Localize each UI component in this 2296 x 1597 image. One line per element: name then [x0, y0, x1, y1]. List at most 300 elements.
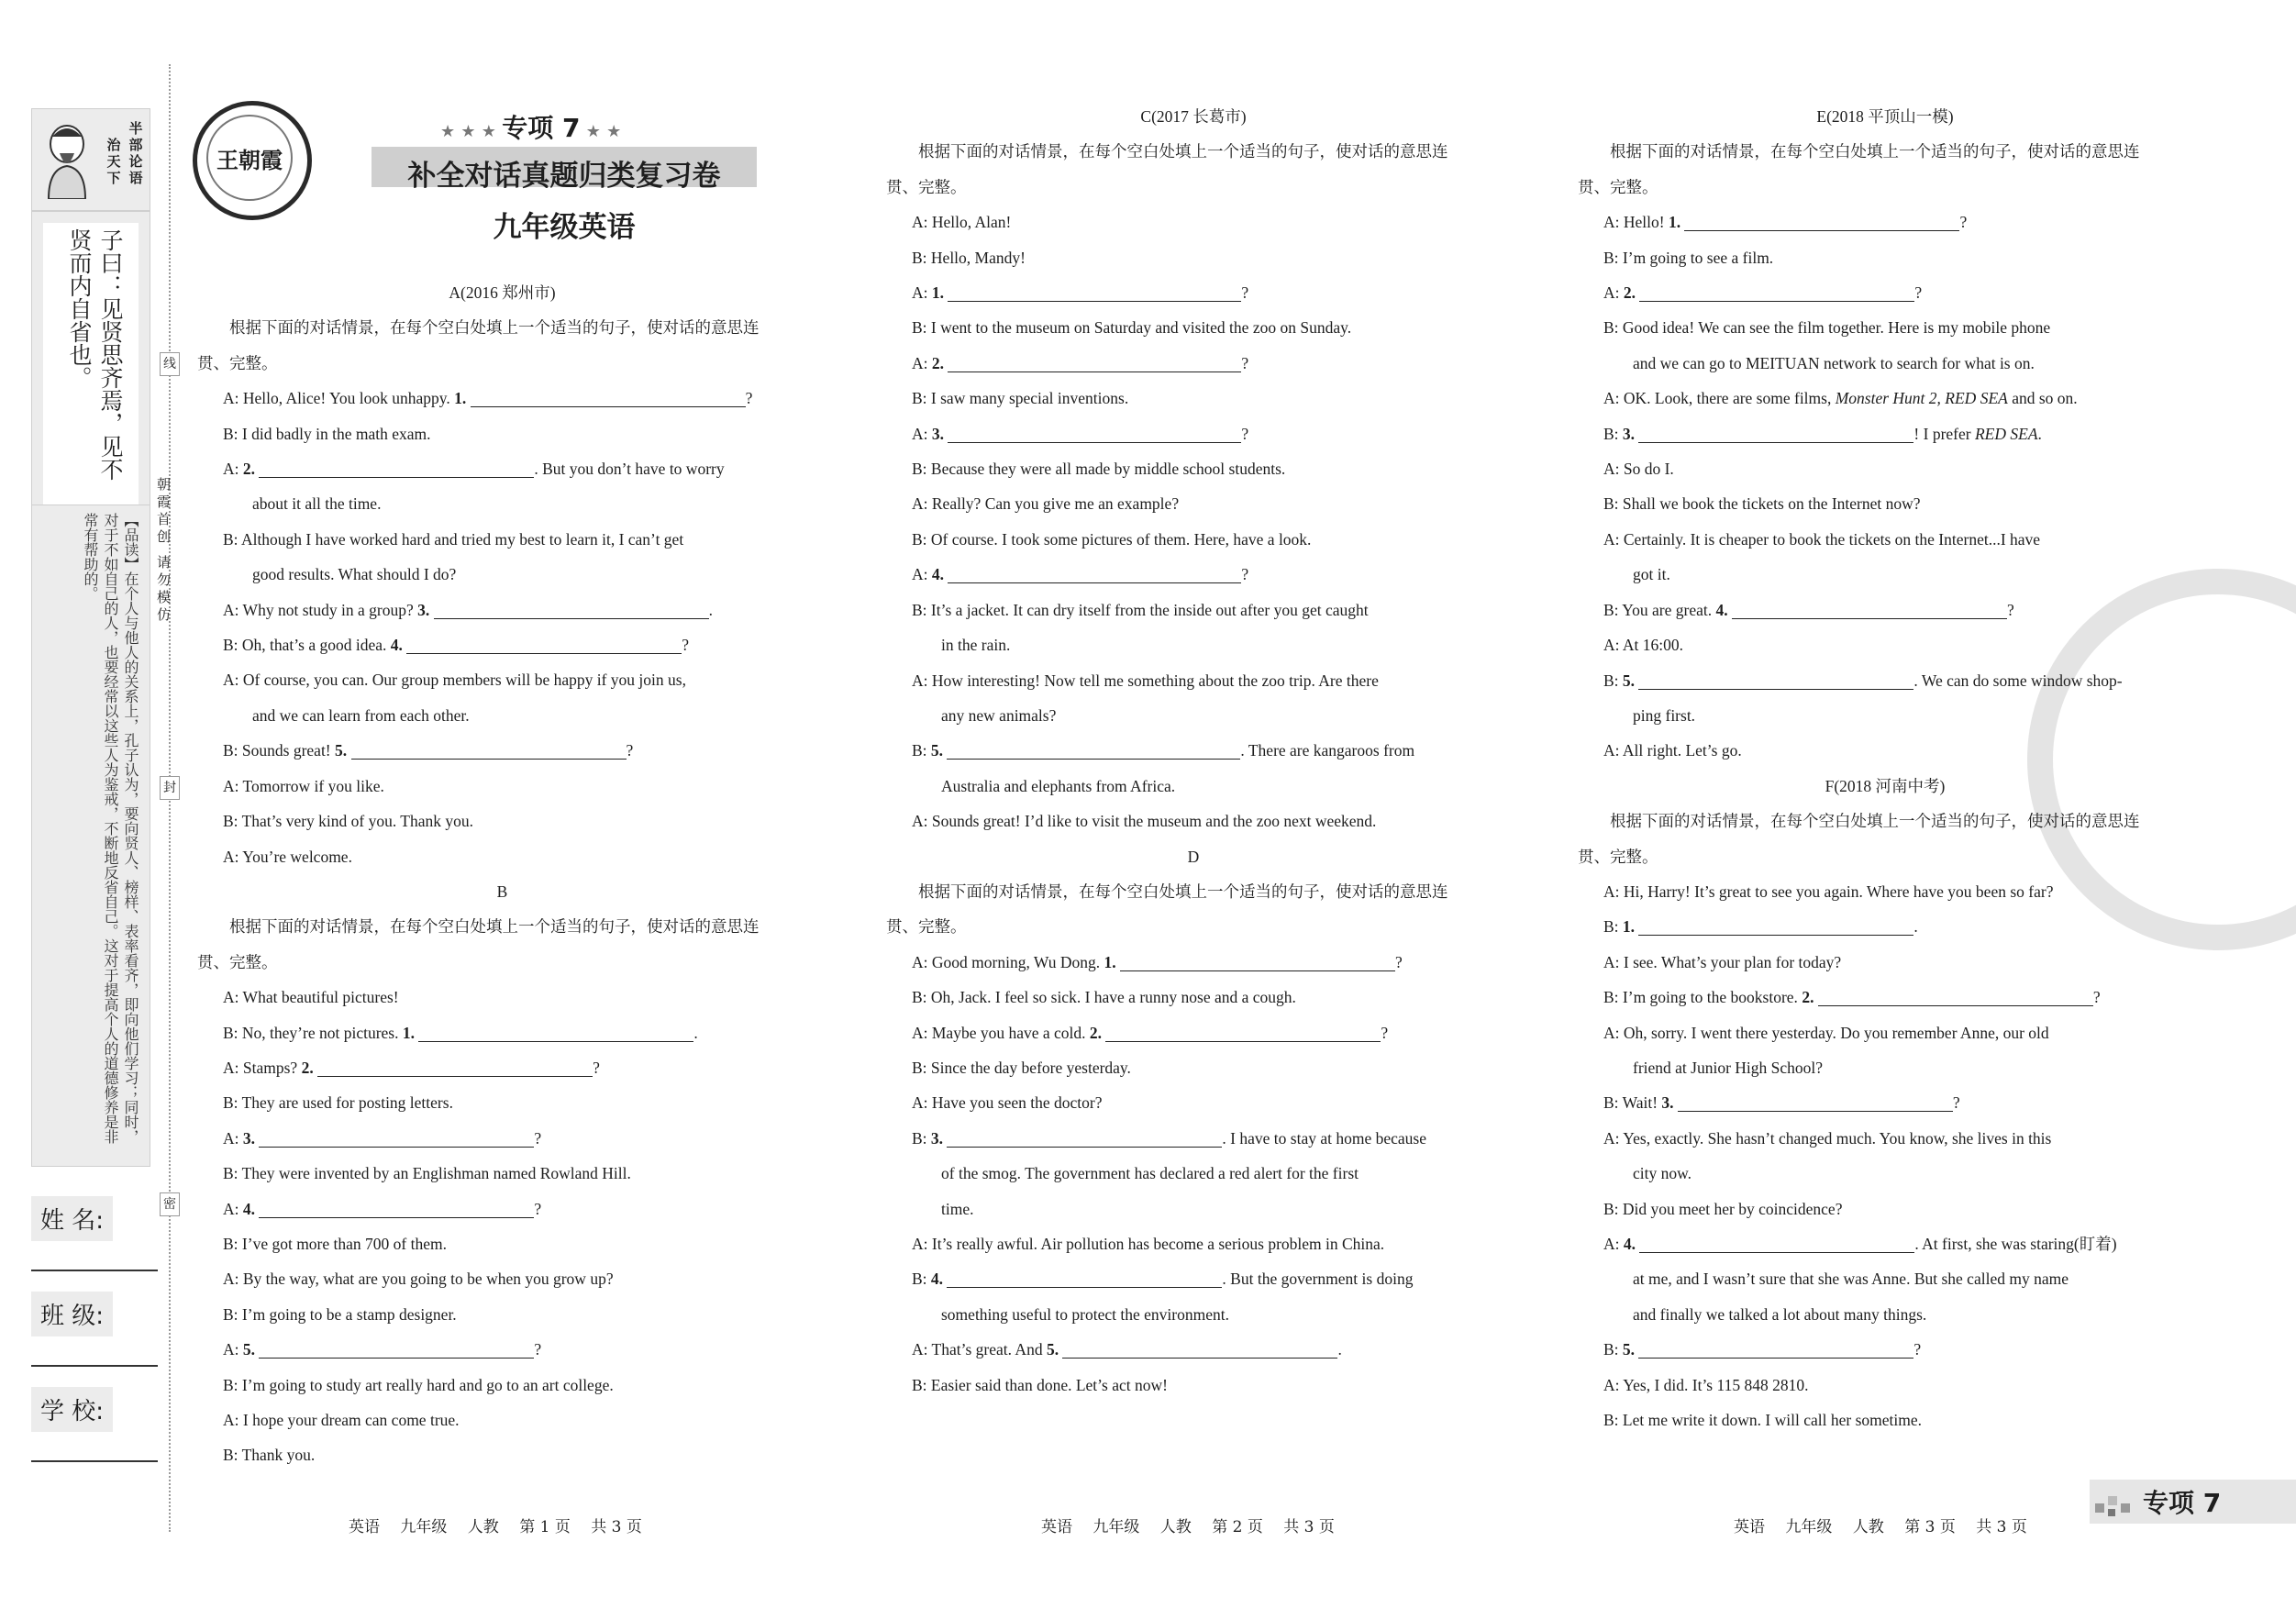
dialogue-line: [1578, 240, 2192, 275]
dialogue-text: B: Sounds great!: [223, 741, 336, 760]
dialogue-text-tail: and so on.: [2007, 389, 2078, 408]
section-heading: A(2016 郑州市): [449, 283, 556, 302]
dialogue-text: A:: [912, 424, 932, 443]
dialogue-text-after: .: [1337, 1340, 1342, 1359]
blank-number: 5.: [242, 1340, 255, 1359]
sidebar: [31, 108, 149, 1163]
answer-blank[interactable]: [948, 283, 1241, 302]
school-field[interactable]: [31, 1460, 158, 1462]
dialogue-text: A: Sounds great! I’d like to visit the museum and the zoo next weekend.: [912, 812, 1377, 831]
dialogue-text: B: Wait!: [1603, 1093, 1662, 1113]
dialogue-text: B:: [1603, 671, 1623, 690]
pattern-icon: [2095, 1489, 2135, 1518]
blank-number: 4.: [1715, 600, 1728, 619]
blank-number: 5.: [930, 741, 944, 760]
dialogue-line: [197, 769, 807, 804]
dialogue-line: [197, 1403, 807, 1437]
dialogue-text-after: ! I prefer: [1913, 424, 1975, 443]
answer-blank[interactable]: [1638, 671, 1913, 690]
dialogue-line: [886, 804, 1501, 838]
answer-blank[interactable]: [1638, 916, 1913, 936]
blank-number: 3.: [931, 424, 944, 443]
seal-mark-secret: 密: [160, 1192, 180, 1216]
answer-blank[interactable]: [259, 459, 534, 478]
blank-number: 1.: [931, 283, 944, 303]
answer-blank[interactable]: [317, 1058, 593, 1077]
dialogue-text: A:: [912, 283, 932, 303]
dialogue-text: B: It’s a jacket. It can dry itself from the inside out after you get caught: [912, 600, 1369, 619]
name-field[interactable]: [31, 1270, 158, 1271]
seal-text: 朝霞首创 请勿模仿: [155, 477, 172, 625]
blank-number: 3.: [1661, 1093, 1674, 1113]
dialogue-text-after: ?: [534, 1199, 542, 1218]
column-2: [886, 99, 1501, 1403]
dialogue-continuation: of the smog. The government has declared a red alert for the first: [941, 1164, 1359, 1183]
dialogue-text-tail: .: [2037, 424, 2042, 443]
series-title: ★ ★ ★ 专项 7 ★ ★: [440, 113, 622, 143]
dialogue-line: [197, 1050, 807, 1085]
answer-blank[interactable]: [259, 1128, 534, 1148]
dialogue-text: A: Of course, you can. Our group members will be happy if you join us,: [223, 671, 686, 690]
dialogue-text-after: ?: [1241, 565, 1249, 584]
section-heading: C(2017 长葛市): [1140, 107, 1247, 126]
dialogue-text: A:: [912, 565, 932, 584]
dialogue-line: [886, 416, 1501, 451]
section-heading: B: [496, 882, 508, 901]
answer-blank[interactable]: [471, 388, 746, 407]
page-subtitle: 九年级英语: [493, 211, 636, 244]
dialogue-line: [886, 205, 1501, 239]
dialogue-text-after: ?: [1381, 1023, 1389, 1042]
dialogue-line: [1578, 1368, 2192, 1403]
logo-char-col-2: 治 天 下: [106, 137, 121, 186]
dialogue-text: B: I’ve got more than 700 of them.: [223, 1234, 447, 1253]
blank-number: 2.: [242, 460, 255, 479]
dialogue-continuation: Australia and elephants from Africa.: [941, 776, 1176, 795]
dialogue-line: [197, 1226, 807, 1261]
instruction-text: 根据下面的对话情景，在每个空白处填上一个适当的句子，使对话的意思连: [886, 142, 1448, 161]
instruction-text: 贯、完整。: [197, 952, 278, 971]
dialogue-text: A: Hello, Alice! You look unhappy.: [223, 389, 455, 408]
instruction-text: 根据下面的对话情景，在每个空白处填上一个适当的句子，使对话的意思连: [1578, 812, 2140, 831]
blank-number: 5.: [335, 741, 348, 760]
dialogue-text-after: ?: [626, 741, 634, 760]
answer-blank[interactable]: [947, 1269, 1222, 1288]
dialogue-line: [1578, 980, 2192, 1015]
dialogue-line: [1578, 1332, 2192, 1367]
dialogue-line: [886, 1050, 1501, 1085]
dialogue-text-after: ?: [1914, 283, 1923, 303]
dialogue-text-after: . I have to stay at home because: [1222, 1128, 1426, 1148]
dialogue-text-after: . But the government is doing: [1222, 1270, 1414, 1289]
dialogue-line: [1578, 1085, 2192, 1120]
dialogue-line: [197, 980, 807, 1015]
dialogue-line: [1578, 275, 2192, 310]
section-badge: [2090, 1480, 2296, 1524]
dialogue-line: [197, 451, 807, 486]
dialogue-text-after: ?: [593, 1058, 600, 1077]
dialogue-line: [1578, 451, 2192, 486]
dialogue-text: B: Let me write it down. I will call her sometime.: [1603, 1411, 1923, 1430]
footer-page-3: 英语 九年级 人教 第 3 页 共 3 页: [1734, 1518, 2027, 1536]
dialogue-text-after: . At first, she was staring(盯着): [1914, 1235, 2117, 1253]
dialogue-text: A: Have you seen the doctor?: [912, 1093, 1103, 1113]
class-label: 班 级:: [31, 1292, 113, 1336]
answer-blank[interactable]: [948, 564, 1241, 583]
dialogue-text: A: Stamps?: [223, 1058, 302, 1077]
instruction-text: 贯、完整。: [1578, 177, 1658, 196]
dialogue-continuation: any new animals?: [941, 705, 1057, 725]
answer-blank[interactable]: [351, 740, 627, 760]
sidebar-note-panel: [31, 505, 150, 1167]
dialogue-line: [886, 1261, 1501, 1296]
instruction-text: 根据下面的对话情景，在每个空白处填上一个适当的句子，使对话的意思连: [197, 318, 760, 338]
instruction-text: 贯、完整。: [197, 353, 278, 372]
instruction-text: 根据下面的对话情景，在每个空白处填上一个适当的句子，使对话的意思连: [1578, 142, 2140, 161]
dialogue-text: A: By the way, what are you going to be when you grow up?: [223, 1270, 614, 1289]
dialogue-text: B: I went to the museum on Saturday and visited the zoo on Sunday.: [912, 318, 1352, 338]
dialogue-text: A:: [223, 460, 243, 479]
dialogue-text-after: ?: [1241, 424, 1249, 443]
dialogue-text-after: ?: [534, 1340, 542, 1359]
dialogue-text: B: They are used for posting letters.: [223, 1093, 453, 1113]
answer-blank[interactable]: [1120, 952, 1395, 971]
dialogue-text-after: ?: [1959, 213, 1968, 232]
answer-blank[interactable]: [948, 353, 1241, 372]
dialogue-text: B:: [912, 741, 931, 760]
blank-number: 1.: [1668, 213, 1681, 232]
answer-blank[interactable]: [1638, 1339, 1913, 1359]
dialogue-text-after: ?: [1952, 1093, 1960, 1113]
dialogue-line: [1578, 945, 2192, 980]
dialogue-line: [1578, 733, 2192, 768]
blank-number: 2.: [1802, 988, 1814, 1007]
blank-number: 4.: [390, 636, 403, 655]
brand-emblem: [193, 101, 312, 220]
answer-blank[interactable]: [1639, 283, 1914, 302]
dialogue-line: [1578, 1403, 2192, 1437]
dialogue-text-after: ?: [1394, 952, 1403, 971]
dialogue-line: [1578, 874, 2192, 909]
footer-page-2: 英语 九年级 人教 第 2 页 共 3 页: [1041, 1518, 1335, 1536]
dialogue-line: [886, 346, 1501, 381]
dialogue-line: [1578, 310, 2192, 345]
answer-blank[interactable]: [259, 1199, 534, 1218]
confucius-icon: [39, 118, 96, 199]
answer-blank[interactable]: [1105, 1023, 1381, 1042]
dialogue-line: [886, 557, 1501, 592]
blank-number: 2.: [931, 353, 944, 372]
dialogue-text-after: . We can do some window shop-: [1913, 671, 2123, 690]
blank-number: 2.: [1089, 1023, 1103, 1042]
dialogue-line: [197, 1156, 807, 1191]
dialogue-text: A: I hope your dream can come true.: [223, 1411, 460, 1429]
dialogue-text: B: Of course. I took some pictures of them. Here, have a look.: [912, 529, 1312, 549]
dialogue-text: A:: [223, 1340, 243, 1359]
film-titles: Monster Hunt 2, RED SEA: [1835, 389, 2008, 408]
blank-number: 1.: [1104, 952, 1116, 971]
answer-blank[interactable]: [406, 635, 682, 654]
dialogue-line: [886, 1226, 1501, 1261]
dialogue-text: B: Shall we book the tickets on the Internet now?: [1603, 494, 1921, 514]
answer-blank[interactable]: [259, 1339, 534, 1359]
dialogue-line: [1578, 663, 2192, 698]
dialogue-text-after: .: [708, 600, 713, 619]
dialogue-text-after: ?: [1913, 1340, 1922, 1359]
blank-number: 4.: [1623, 1235, 1636, 1253]
dialogue-text: B:: [1603, 424, 1623, 443]
dialogue-text: B: Oh, that’s a good idea.: [223, 636, 391, 655]
dialogue-continuation: good results. What should I do?: [252, 565, 457, 584]
section-heading: E(2018 平顶山一模): [1816, 107, 1954, 126]
dialogue-text: A: It’s really awful. Air pollution has become a serious problem in China.: [912, 1235, 1385, 1253]
dialogue-text: B:: [1603, 1340, 1623, 1359]
instruction-text: 贯、完整。: [886, 917, 967, 937]
dialogue-line: [1578, 522, 2192, 557]
dialogue-text: A: Oh, sorry. I went there yesterday. Do you remember Anne, our old: [1603, 1023, 2049, 1042]
answer-blank[interactable]: [1638, 424, 1913, 443]
blank-number: 4.: [931, 565, 944, 584]
dialogue-text: A: Yes, I did. It’s 115 848 2810.: [1603, 1375, 1809, 1394]
dialogue-text: B: You are great.: [1603, 600, 1716, 619]
dialogue-text: A: Really? Can you give me an example?: [912, 494, 1180, 514]
answer-blank[interactable]: [947, 740, 1240, 760]
dialogue-text-after: .: [1913, 917, 1918, 937]
dialogue-text: A:: [912, 353, 932, 372]
dialogue-line: [1578, 627, 2192, 662]
dialogue-line: [886, 1085, 1501, 1120]
dialogue-line: [886, 1121, 1501, 1156]
dialogue-text: A:: [1603, 283, 1624, 303]
dialogue-text-after: ?: [682, 636, 690, 655]
instruction-text: 根据下面的对话情景，在每个空白处填上一个适当的句子，使对话的意思连: [197, 917, 760, 937]
dialogue-text: B: I’m going to see a film.: [1603, 248, 1774, 267]
dialogue-line: [197, 733, 807, 768]
dialogue-line: [886, 240, 1501, 275]
dialogue-continuation: ping first.: [1633, 705, 1696, 725]
dialogue-line: [1578, 1015, 2192, 1050]
dialogue-line: [197, 1297, 807, 1332]
blank-number: 4.: [242, 1199, 255, 1218]
dialogue-line: [197, 381, 807, 416]
footer-page-1: 英语 九年级 人教 第 1 页 共 3 页: [349, 1518, 642, 1536]
dialogue-text-after: . But you don’t have to worry: [534, 460, 725, 479]
blank-number: 3.: [1622, 424, 1636, 443]
answer-blank[interactable]: [1732, 600, 2007, 619]
answer-blank[interactable]: [1639, 1234, 1914, 1253]
blank-number: 2.: [1623, 283, 1636, 303]
dialogue-line: [197, 1192, 807, 1226]
dialogue-text: A: So do I.: [1603, 460, 1674, 479]
dialogue-line: [197, 839, 807, 874]
column-3: [1578, 99, 2192, 1437]
seal-mark-seal: 封: [160, 776, 180, 800]
dialogue-line: [197, 662, 807, 697]
column-1: [197, 275, 807, 1473]
dialogue-text: A: You’re welcome.: [223, 847, 352, 866]
dialogue-line: [886, 1368, 1501, 1403]
instruction-text: 贯、完整。: [1578, 847, 1658, 866]
dialogue-line: [1578, 381, 2192, 416]
dialogue-continuation: something useful to protect the environment.: [941, 1304, 1229, 1324]
dialogue-line: [886, 1332, 1501, 1367]
answer-blank[interactable]: [1678, 1092, 1953, 1112]
dialogue-text: B: Good idea! We can see the film together. Here is my mobile phone: [1603, 318, 2051, 338]
answer-blank[interactable]: [948, 424, 1241, 443]
answer-blank[interactable]: [1818, 987, 2093, 1006]
dialogue-line: [197, 804, 807, 838]
dialogue-text: A:: [223, 1199, 243, 1218]
dialogue-text: B: I saw many special inventions.: [912, 389, 1129, 408]
dialogue-text: B:: [1603, 917, 1623, 937]
dialogue-line: [1578, 416, 2192, 451]
dialogue-text: B: They were invented by an Englishman named Rowland Hill.: [223, 1164, 631, 1183]
dialogue-line: [886, 945, 1501, 980]
dialogue-line: [1578, 909, 2192, 944]
dialogue-text: B: Because they were all made by middle school students.: [912, 460, 1286, 479]
dialogue-text: B: Did you meet her by coincidence?: [1603, 1199, 1843, 1218]
dialogue-text: A: All right. Let’s go.: [1603, 741, 1742, 760]
dialogue-line: [197, 593, 807, 627]
dialogue-line: [197, 1368, 807, 1403]
instruction-text: 贯、完整。: [886, 177, 967, 196]
dialogue-continuation: and we can learn from each other.: [252, 705, 470, 725]
dialogue-text: B: Easier said than done. Let’s act now!: [912, 1375, 1168, 1394]
dialogue-line: [1578, 486, 2192, 521]
dialogue-text: A: That’s great. And: [912, 1340, 1047, 1359]
dialogue-text: A: Yes, exactly. She hasn’t changed much. You know, she lives in this: [1603, 1128, 2052, 1148]
dialogue-line: [886, 593, 1501, 627]
page-title: 补全对话真题归类复习卷: [407, 160, 721, 193]
dialogue-text: A: Good morning, Wu Dong.: [912, 952, 1104, 971]
answer-blank[interactable]: [1684, 212, 1959, 231]
class-field[interactable]: [31, 1365, 158, 1367]
dialogue-line: [197, 1085, 807, 1120]
section-heading: D: [1187, 847, 1200, 866]
blank-number: 3.: [417, 600, 430, 619]
dialogue-text-after: ?: [2092, 988, 2101, 1007]
dialogue-text: A: Hello!: [1603, 213, 1669, 232]
dialogue-line: [1578, 1226, 2192, 1261]
dialogue-text: B:: [912, 1128, 931, 1148]
dialogue-continuation: city now.: [1633, 1164, 1691, 1183]
dialogue-line: [886, 381, 1501, 416]
dialogue-line: [197, 1437, 807, 1472]
dialogue-text: A: Hello, Alan!: [912, 213, 1012, 232]
answer-blank[interactable]: [418, 1023, 693, 1042]
dialogue-line: [1578, 205, 2192, 239]
instruction-text: 根据下面的对话情景，在每个空白处填上一个适当的句子，使对话的意思连: [886, 882, 1448, 901]
dialogue-text-after: ?: [1241, 283, 1249, 303]
dialogue-text: A: Tomorrow if you like.: [223, 776, 384, 795]
dialogue-line: [886, 451, 1501, 486]
dialogue-text-after: ?: [2006, 600, 2014, 619]
emblem-text: 王朝霞: [206, 115, 293, 201]
dialogue-continuation: and finally we talked a lot about many things.: [1633, 1304, 1927, 1324]
dialogue-line: [886, 980, 1501, 1015]
dialogue-text: A: How interesting! Now tell me something about the zoo trip. Are there: [912, 671, 1379, 690]
dialogue-text-after: ?: [1241, 353, 1249, 372]
dialogue-line: [197, 1121, 807, 1156]
confucius-quote: 子曰：见贤思齐焉，见不贤而内自省也。: [66, 228, 124, 481]
dialogue-line: [1578, 1192, 2192, 1226]
film-title: RED SEA: [1974, 424, 2038, 443]
blank-number: 5.: [1622, 1340, 1636, 1359]
dialogue-line: [886, 310, 1501, 345]
seal-mark-line: 线: [160, 352, 180, 376]
answer-blank[interactable]: [1062, 1339, 1337, 1359]
dialogue-continuation: in the rain.: [941, 636, 1011, 655]
blank-number: 3.: [930, 1128, 944, 1148]
dialogue-line: [886, 486, 1501, 521]
dialogue-text: B: Although I have worked hard and tried my best to learn it, I can’t get: [223, 529, 684, 549]
dialogue-line: [197, 1332, 807, 1367]
dialogue-text: A:: [223, 1128, 243, 1148]
dialogue-continuation: got it.: [1633, 565, 1670, 584]
dialogue-text: A: Hi, Harry! It’s great to see you again. Where have you been so far?: [1603, 882, 2054, 901]
blank-number: 1.: [1622, 917, 1636, 937]
dialogue-text: B: I’m going to be a stamp designer.: [223, 1304, 457, 1324]
dialogue-text: B: I did badly in the math exam.: [223, 424, 431, 443]
name-label: 姓 名:: [31, 1196, 113, 1241]
dialogue-text: B:: [912, 1270, 931, 1289]
answer-blank[interactable]: [947, 1128, 1222, 1148]
blank-number: 5.: [1046, 1340, 1059, 1359]
dialogue-text: B: That’s very kind of you. Thank you.: [223, 812, 474, 831]
dialogue-line: [886, 522, 1501, 557]
dialogue-continuation: and we can go to MEITUAN network to search for what is on.: [1633, 353, 2035, 372]
dialogue-text: B: Hello, Mandy!: [912, 248, 1026, 267]
dialogue-text: A: What beautiful pictures!: [223, 988, 399, 1007]
blank-number: 2.: [301, 1058, 314, 1077]
dialogue-continuation: time.: [941, 1199, 974, 1218]
page-header: [193, 101, 835, 257]
answer-blank[interactable]: [434, 600, 709, 619]
dialogue-text: B: Oh, Jack. I feel so sick. I have a runny nose and a cough.: [912, 988, 1296, 1007]
dialogue-line: [197, 416, 807, 451]
blank-number: 3.: [242, 1128, 255, 1148]
dialogue-text: A: Certainly. It is cheaper to book the tickets on the Internet...I have: [1603, 529, 2041, 549]
dialogue-line: [886, 1015, 1501, 1050]
dialogue-text: A: Why not study in a group?: [223, 600, 418, 619]
dialogue-continuation: at me, and I wasn’t sure that she was Anne. But she called my name: [1633, 1270, 2069, 1289]
dialogue-text: A: At 16:00.: [1603, 636, 1684, 655]
dialogue-text: A: OK. Look, there are some films,: [1603, 389, 1836, 408]
sidebar-logo: [31, 108, 150, 211]
dialogue-line: [886, 663, 1501, 698]
blank-number: 1.: [454, 389, 467, 408]
dialogue-text: B: I’m going to the bookstore.: [1603, 988, 1802, 1007]
dialogue-text-after: . There are kangaroos from: [1240, 741, 1415, 760]
section-heading: F(2018 河南中考): [1825, 776, 1946, 795]
blank-number: 1.: [402, 1023, 415, 1042]
dialogue-text: A:: [1603, 1235, 1624, 1253]
dialogue-line: [886, 275, 1501, 310]
dialogue-line: [197, 1261, 807, 1296]
dialogue-text: A: Maybe you have a cold.: [912, 1023, 1090, 1042]
logo-char-col-1: 半 部 论 语: [128, 120, 143, 186]
dialogue-continuation: about it all the time.: [252, 494, 382, 514]
dialogue-line: [197, 522, 807, 557]
dialogue-text: B: Thank you.: [223, 1446, 316, 1465]
dialogue-text-after: ?: [534, 1128, 542, 1148]
dialogue-text-after: ?: [745, 389, 753, 408]
dialogue-text: B: Since the day before yesterday.: [912, 1058, 1131, 1077]
dialogue-text: A: I see. What’s your plan for today?: [1603, 952, 1842, 971]
dialogue-line: [1578, 593, 2192, 627]
blank-number: 4.: [930, 1270, 944, 1289]
reading-note: 【品读】在个人与他人的关系上，孔子认为，要向贤人、榜样、表率看齐，即向他们学习；同时，对于不如自己的人，也要经常以这些人为鉴戒，不断地反省自己。这对于提高个人的道德修养是非常有帮助的。: [82, 513, 139, 1144]
